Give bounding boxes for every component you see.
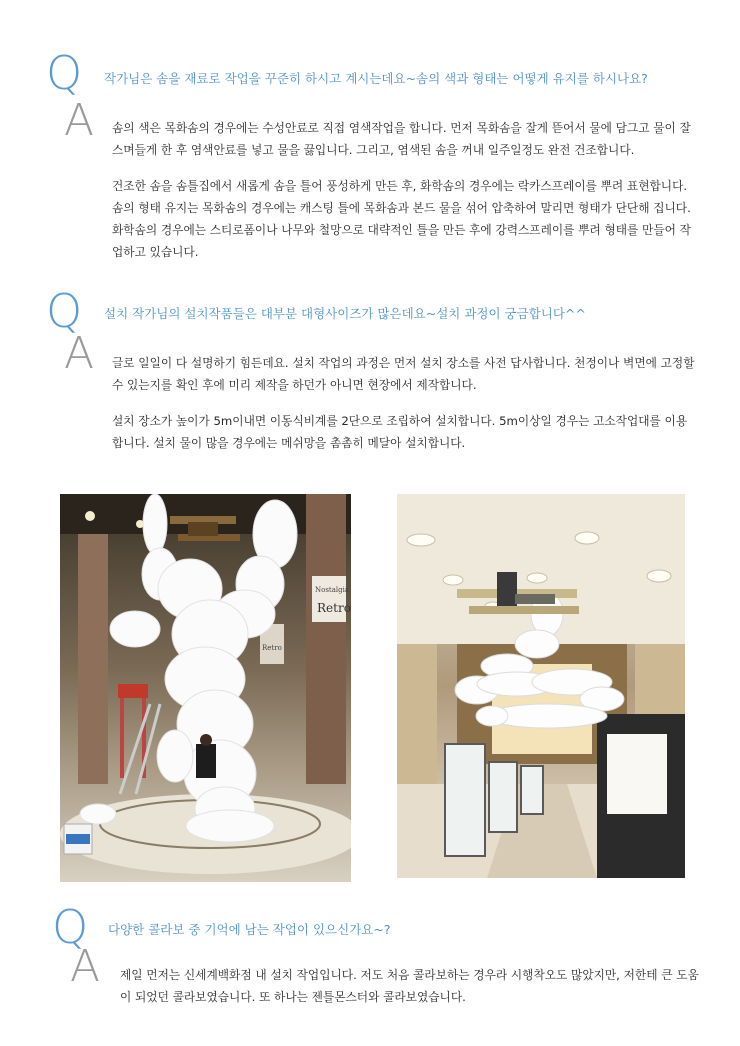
answer-2: [112, 352, 696, 454]
a-mark: A: [70, 941, 101, 992]
answer-1-paragraph-2: 건조한 솜을 솜틀집에서 새롭게 솜을 틀어 풍성하게 만든 후, 화학솜의 경우에는 락카스프레이를 뿌려 표현합니다. 솜의 형태 유지는 목화솜의 경우에는 캐스팅 틀에 목화솜과 본드 물을 섞어 압축하여 말리면 형태가 단단해 집니다. 화학솜의 경우에는 스티로폼이나 나무와 철망으로 대략적인 틀을 만든 후에 강력스프레이를 뿌려 형태를 만들어 작업하고 있습니다.: [112, 179, 691, 259]
question-2: 설치 작가님의 설치작품들은 대부분 대형사이즈가 많은데요~설치 과정이 궁금합니다^^: [104, 306, 586, 321]
installation-photo-biplane: [397, 494, 685, 878]
answer-1: [112, 117, 696, 263]
answer-1-paragraph-1: 솜의 색은 목화솜의 경우에는 수성안료로 직접 염색작업을 합니다. 먼저 목화솜을 잘게 뜯어서 물에 담그고 물이 잘 스며들게 한 후 염색안료를 넣고 물을 끓입니다. 그리고, 염색된 솜을 꺼내 일주일정도 완전 건조합니다.: [112, 121, 691, 157]
q-mark: Q: [52, 900, 89, 954]
q-mark: Q: [46, 46, 83, 100]
question-1: 작가님은 솜을 재료로 작업을 꾸준히 하시고 계시는데요~솜의 색과 형태는 어떻게 유지를 하시나요?: [104, 71, 648, 86]
banner-text-2: Retro: [317, 601, 351, 615]
answer-2-paragraph-1: 글로 일일이 다 설명하기 힘든데요. 설치 작업의 과정은 먼저 설치 장소를 사전 답사합니다. 천정이나 벽면에 고정할 수 있는지를 확인 후에 미리 제작을 하던가 아니면 현장에서 제작합니다.: [112, 356, 695, 392]
answer-3: [120, 964, 700, 1008]
answer-3-paragraph-1: 제일 먼저는 신세계백화점 내 설치 작업입니다. 저도 처음 콜라보하는 경우라 시행착오도 많았지만, 저한테 큰 도움이 되었던 콜라보였습니다. 또 하나는 젠틀몬스터와 콜라보였습니다.: [120, 968, 699, 1004]
installation-photo-cloud: [60, 494, 351, 882]
a-mark: A: [64, 328, 95, 379]
answer-2-paragraph-2: 설치 장소가 높이가 5m이내면 이동식비계를 2단으로 조립하여 설치합니다. 5m이상일 경우는 고소작업대를 이용합니다. 설치 물이 많을 경우에는 메쉬망을 촘촘히 메달아 설치합니다.: [112, 414, 688, 450]
a-mark: A: [64, 95, 95, 146]
q-mark: Q: [46, 284, 83, 338]
banner-text-1: Nostalgia: [315, 586, 350, 594]
question-3: 다양한 콜라보 중 기억에 남는 작업이 있으신가요~?: [108, 922, 391, 937]
banner-text-small: Retro: [262, 644, 282, 652]
